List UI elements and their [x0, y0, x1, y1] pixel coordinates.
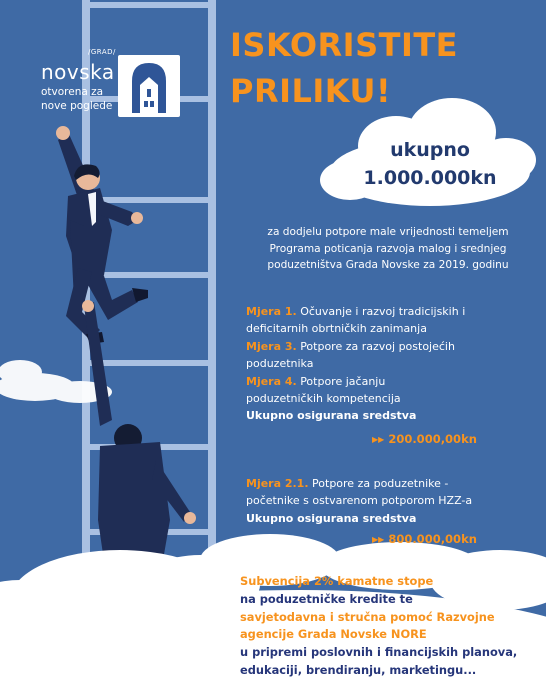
measure-3-text-a: Potpore za razvoj postojećih	[300, 339, 455, 353]
total-amount	[330, 136, 530, 192]
group-1-sum-amount	[372, 432, 477, 446]
subsidy-line-2: na poduzetničke kredite te	[240, 591, 413, 606]
measure-3-label: Mjera 3.	[246, 339, 297, 353]
group-1-sum-value: 200.000,00kn	[388, 432, 477, 446]
church-icon	[118, 55, 180, 117]
measure-4-text-b: poduzetničkih kompetencija	[246, 392, 401, 406]
measure-4-label: Mjera 4.	[246, 374, 297, 388]
measure-3	[246, 338, 541, 355]
measures-group-1	[246, 303, 541, 425]
logo-grad-label: /GRAD/	[88, 48, 116, 56]
measure-4	[246, 373, 541, 390]
measure-1-text-a: Očuvanje i razvoj tradicijskih i	[300, 305, 466, 318]
group-2-sum-value: 800.000,00kn	[388, 532, 477, 546]
logo-tagline-2: nove poglede	[41, 100, 113, 112]
group-2-sum-label: Ukupno osigurana sredstva	[246, 511, 417, 525]
double-arrow-icon: ▶▶	[372, 435, 385, 444]
intro-text	[238, 224, 538, 274]
measure-2-1-text-b: početnike s ostvarenom potporom HZZ-a	[246, 494, 473, 508]
subsidy-line-1: Subvencija 2% kamatne stope	[240, 574, 434, 588]
total-label: ukupno	[390, 139, 470, 161]
measure-1	[246, 303, 541, 320]
total-value: 1.000.000kn	[363, 167, 497, 189]
measure-2-1-label: Mjera 2.1.	[246, 477, 309, 490]
measure-2-1-text-a: Potpore za poduzetnike -	[312, 477, 449, 490]
measure-1-text-b: deficitarnih obrtničkih zanimanja	[246, 322, 427, 336]
intro-line-2: Programa poticanja razvoja malog i srednjeg	[269, 242, 507, 255]
measures-group-2	[246, 475, 541, 527]
measure-2-1	[246, 475, 541, 492]
headline	[230, 22, 530, 114]
city-logo	[30, 48, 180, 126]
intro-line-3: poduzetništva Grada Novske za 2019. godinu	[267, 259, 509, 271]
group-2-sum-amount	[372, 532, 477, 546]
headline-line-2: PRILIKU!	[230, 72, 392, 110]
measure-4-text-a: Potpore jačanju	[300, 374, 386, 388]
headline-line-1: ISKORISTITE	[230, 26, 459, 64]
double-arrow-icon: ▶▶	[372, 535, 385, 544]
subsidy-line-4: agencije Grada Novske NORE	[240, 627, 427, 642]
logo-name: novska	[41, 60, 115, 84]
logo-tagline-1: otvorena za	[41, 86, 104, 98]
measure-1-label: Mjera 1.	[246, 305, 297, 318]
group-1-sum-label: Ukupno osigurana sredstva	[246, 409, 417, 423]
subsidy-line-3: savjetodavna i stručna pomoć Razvojne	[240, 609, 495, 624]
measure-3-text-b: poduzetnika	[246, 357, 314, 371]
intro-line-1: za dodjelu potpore male vrijednosti temeljem	[267, 226, 509, 238]
subsidy-line-6: edukaciji, brendiranju, marketingu...	[240, 662, 477, 677]
subsidy-line-5: u pripremi poslovnih i financijskih planova,	[240, 645, 518, 660]
subsidy-text	[240, 573, 545, 680]
